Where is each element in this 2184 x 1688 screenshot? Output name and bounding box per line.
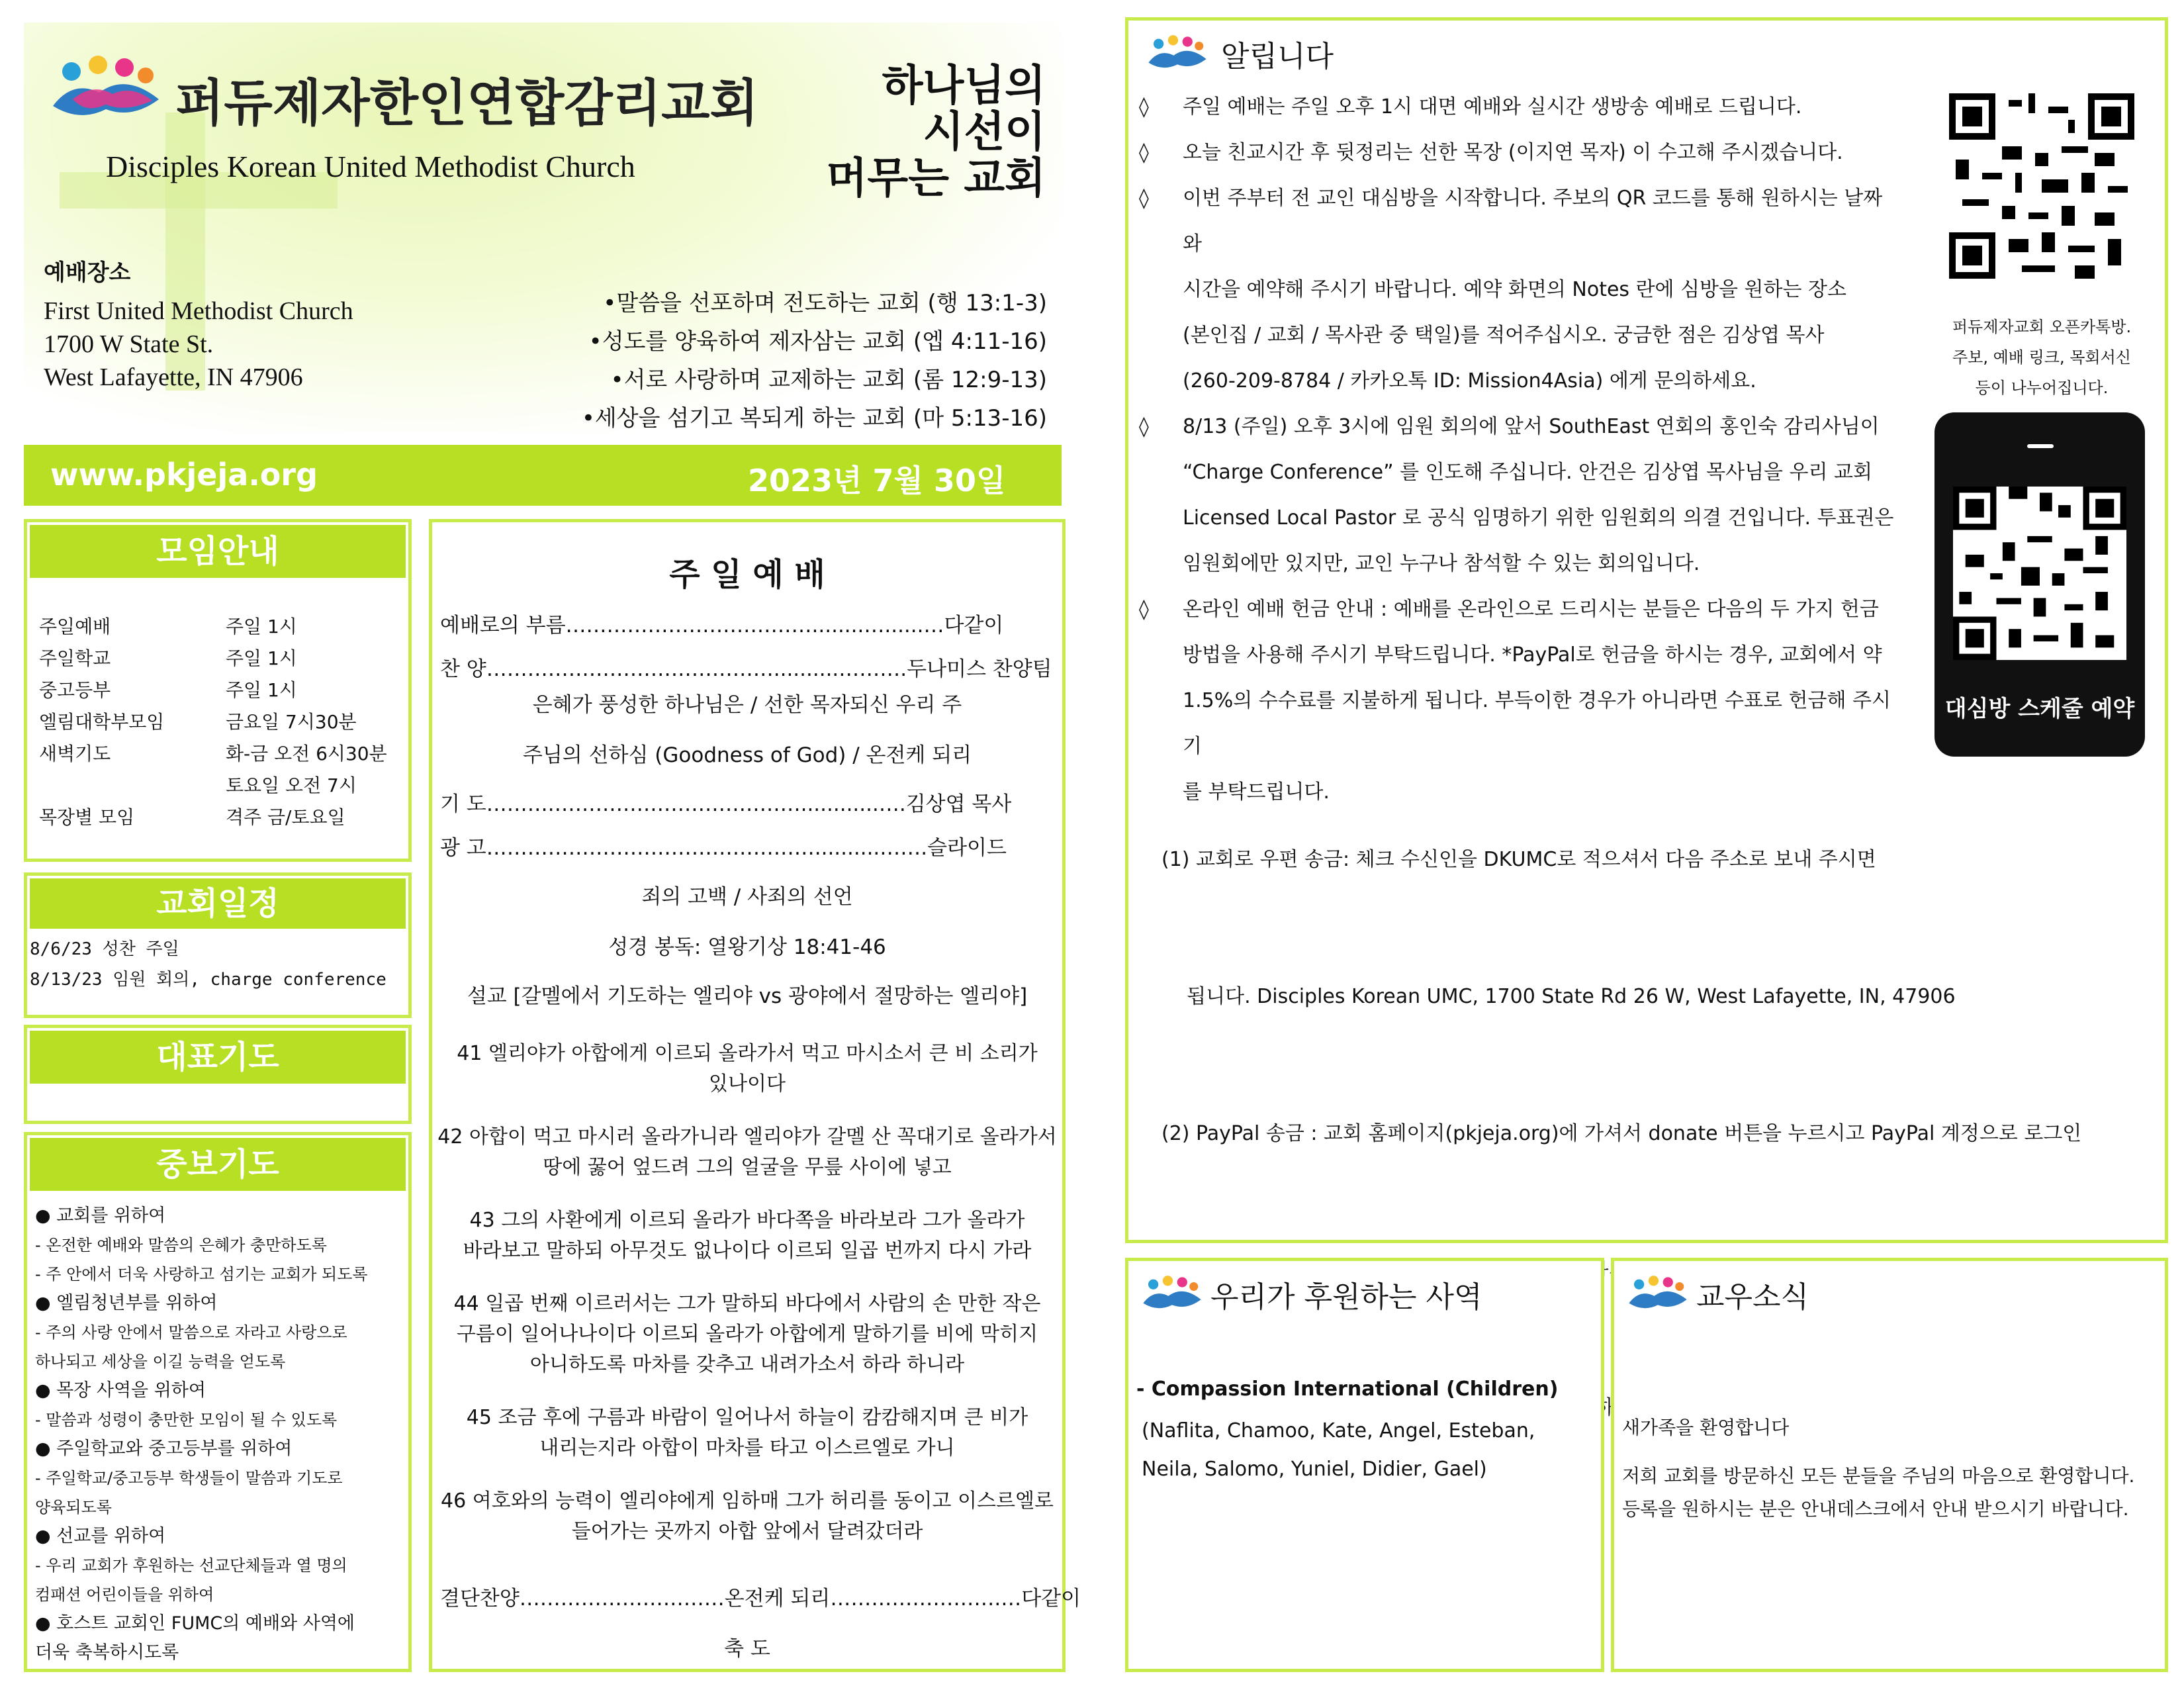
meeting-time: 토요일 오전 7시	[226, 774, 357, 796]
scripture-verses	[432, 1039, 1062, 1547]
news-title: 교우소식	[1696, 1280, 1809, 1314]
intercession-item: 컴패션 어린이들을 위하여	[35, 1585, 214, 1604]
intercession-item: 더욱 축복하시도록	[35, 1642, 179, 1663]
service-benediction: 축 도	[724, 1637, 770, 1661]
worship-place-line: 1700 W State St.	[44, 330, 214, 358]
announcement-item: ◊ 주일 예배는 주일 오후 1시 대면 예배와 실시간 생방송 예배로 드립니다.	[1139, 95, 1802, 118]
intercession-title: 중보기도	[30, 1138, 406, 1191]
service-confession: 죄의 고백 / 사죄의 선언	[641, 885, 853, 909]
intercession-box	[24, 1132, 412, 1672]
slogan-line: 시선이	[923, 108, 1046, 157]
intercession-item: ● 목장 사역을 위하여	[35, 1380, 206, 1401]
service-call: 예배로의 부름………………………………........…......…다같이	[440, 614, 1004, 637]
service-announcement: 광 고…………………………………………..........…….슬라이드	[440, 836, 1007, 860]
support-children: (Naflita, Chamoo, Kate, Angel, Esteban, Neila, Salomo, Yuniel, Didier, Gael)	[1142, 1419, 1535, 1481]
church-logo-icon	[46, 53, 165, 126]
meeting-name: 주일예배	[39, 616, 111, 637]
hymn-songs: 은혜가 풍성한 하나님은 / 선한 목자되신 우리 주	[532, 693, 962, 717]
news-box	[1611, 1258, 2168, 1672]
verse: 43 그의 사환에게 이르되 올라가 바다쪽을 바라보라 그가 올라가 바라보고 말하되 아무것도 없나이다 이르되 일곱 번까지 다시 가라	[463, 1209, 1032, 1262]
meeting-name: 중고등부	[39, 679, 111, 701]
church-slogan	[814, 63, 1046, 202]
meeting-name: 주일학교	[39, 647, 111, 669]
intercession-item: 하나되고 세상을 이길 능력을 얻도록	[35, 1352, 286, 1371]
support-logo-icon	[1139, 1274, 1205, 1314]
service-box	[429, 519, 1081, 1672]
announcement-item: ◊ 8/13 (주일) 오후 3시에 임원 회의에 앞서 SouthEast 연회의 홍인숙 감리사님이 “Charge Conference” 를 인도해 주십니다. 안건은 김상엽 목사님을 우리 교회 Licensed Local Pastor 로 공식 임명하기 위한 임원회의 의결 건입니다. 투표권은 임원회에만 있지만, 교인 누구나 참석할 수 있는 회의입니다.	[1139, 415, 1894, 575]
schedule-item: 8/6/23 성찬 주일	[30, 939, 179, 959]
announcement-item: ◊ 온라인 예배 헌금 안내 : 예배를 온라인으로 드리시는 분들은 다음의 두 가지 헌금 방법을 사용해 주시기 부탁드립니다. *PayPal로 헌금을 하시는 경우, 교회에서 약 1.5%의 수수료를 지불하게 됩니다. 부득이한 경우가 아니라면 수표로 헌금해 주시기 를 부탁드립니다.	[1139, 598, 1891, 804]
worship-place-label: 예배장소	[44, 259, 131, 286]
meeting-name: 목장별 모임	[39, 806, 135, 828]
meetings-box	[24, 519, 412, 862]
rep-prayer-box	[24, 1025, 412, 1124]
mission-statement: •서로 사랑하며 교제하는 교회 (롬 12:9-13)	[610, 367, 1047, 393]
meeting-time: 주일 1시	[226, 679, 297, 701]
intercession-item: ● 호스트 교회인 FUMC의 예배와 사역에	[35, 1613, 355, 1634]
intercession-item: - 말씀과 성령이 충만한 모임이 될 수 있도록	[35, 1411, 338, 1429]
meeting-time: 금요일 7시30분	[226, 711, 357, 733]
intercession-item: ● 주일학교와 중고등부를 위하여	[35, 1438, 293, 1459]
meeting-name: 새벽기도	[39, 743, 111, 765]
verse: 46 여호와의 능력이 엘리야에게 임하매 그가 허리를 동이고 이스르엘로 들어가는 곳까지 아합 앞에서 달려갔더라	[441, 1489, 1054, 1543]
offering-method-line: 됩니다. Disciples Korean UMC, 1700 State Rd 26 W, West Lafayette, IN, 47906	[1161, 985, 1956, 1008]
service-closing-hymn: 결단찬양…………………………온전케 되리…………………….…다같이	[440, 1587, 1081, 1611]
verse: 45 조금 후에 구름과 바람이 일어나서 하늘이 캄캄해지며 큰 비가 내리는지라 아합이 마차를 타고 이스르엘로 가니	[466, 1406, 1028, 1460]
meeting-time: 주일 1시	[226, 647, 297, 669]
worship-place-line: West Lafayette, IN 47906	[44, 363, 303, 391]
offering-method-line: (2) PayPal 송금 : 교회 홈페이지(pkjeja.org)에 가셔서 donate 버튼을 누르시고 PayPal 계정으로 로그인	[1161, 1122, 2082, 1145]
church-name-korean: 퍼듀제자한인연합감리교회	[175, 73, 758, 132]
visitation-booking-label[interactable]: 대심방 스케줄 예약	[1944, 696, 2135, 722]
service-title: 주 일 예 배	[669, 556, 825, 593]
mission-statement: •성도를 양육하여 제자삼는 교회 (엡 4:11-16)	[588, 328, 1047, 355]
website-link[interactable]: www.pkjeja.org	[50, 457, 318, 492]
offering-method-line: (1) 교회로 우편 송금: 체크 수신인을 DKUMC로 적으셔서 다음 주소로 보내 주시면	[1161, 848, 1876, 871]
announcement-list	[1139, 84, 1900, 815]
intercession-item: - 온전한 예배와 말씀의 은혜가 충만하도록	[35, 1236, 327, 1254]
meeting-time: 격주 금/토요일	[226, 806, 345, 828]
intercession-item: - 주의 사랑 안에서 말씀으로 자라고 사랑으로	[35, 1323, 347, 1342]
announcement-item: ◊ 오늘 친교시간 후 뒷정리는 선한 목장 (이지연 목자) 이 수고해 주시겠습니다.	[1139, 141, 1843, 164]
meetings-title: 모임안내	[30, 525, 406, 578]
intercession-item: ● 선교를 위하여	[35, 1526, 166, 1546]
schedule-box	[24, 872, 412, 1018]
worship-place-line: First United Methodist Church	[44, 297, 353, 325]
news-body: 저희 교회를 방문하신 모든 분들을 주님의 마음으로 환영합니다. 등록을 원하시는 분은 안내데스크에서 안내 받으시기 바랍니다.	[1622, 1465, 2135, 1520]
slogan-line: 하나님의	[882, 62, 1046, 111]
slogan-line: 머무는 교회	[826, 154, 1046, 203]
meeting-name: 엘림대학부모임	[39, 711, 165, 733]
church-name-english: Disciples Korean United Methodist Church	[106, 150, 635, 183]
announcement-item: ◊ 이번 주부터 전 교인 대심방을 시작합니다. 주보의 QR 코드를 통해 원하시는 날짜와 시간을 예약해 주시기 바랍니다. 예약 화면의 Notes 란에 심방을 원하는 장소 (본인집 / 교회 / 목사관 중 택일)를 적어주십시오. 궁금한 점은 김상엽 목사 (260-209-8784 / 카카오톡 ID: Mission4Asia) 에게 문의하세요.	[1139, 187, 1883, 393]
schedule-title: 교회일정	[30, 878, 406, 929]
support-title: 우리가 후원하는 사역	[1210, 1280, 1482, 1314]
bulletin-date: 2023년 7월 30일	[748, 463, 1006, 498]
support-box	[1125, 1258, 1604, 1672]
intercession-item: - 주 안에서 더욱 사랑하고 섬기는 교회가 되도록	[35, 1265, 368, 1284]
qr-caption: 퍼듀제자교회 오픈카톡방. 주보, 예배 링크, 목회서신 등이 나누어집니다.	[1952, 318, 2132, 397]
intercession-item: - 우리 교회가 후원하는 선교단체들과 열 명의	[35, 1556, 347, 1575]
news-logo-icon	[1625, 1274, 1691, 1314]
meeting-time: 화-금 오전 6시30분	[226, 743, 387, 765]
intercession-item: ● 교회를 위하여	[35, 1205, 166, 1226]
announcements-logo-icon	[1144, 34, 1210, 73]
visitation-booking-phone[interactable]	[1934, 412, 2145, 757]
rep-prayer-title: 대표기도	[30, 1031, 406, 1084]
visitation-qr-icon[interactable]	[1953, 487, 2126, 660]
service-prayer: 기 도……….………………………………............….김상엽 목사	[440, 792, 1012, 816]
service-hymn: 찬 양……………………………………..........……….두나미스 찬양팀	[440, 657, 1052, 681]
meeting-time: 주일 1시	[226, 616, 297, 637]
verse: 41 엘리야가 아합에게 이르되 올라가서 먹고 마시소서 큰 비 소리가 있나이다	[457, 1042, 1038, 1096]
service-sermon: 설교 [갈멜에서 기도하는 엘리야 vs 광야에서 절망하는 엘리야]	[467, 984, 1028, 1008]
intercession-item: ● 엘림청년부를 위하여	[35, 1293, 218, 1313]
support-heading: - Compassion International (Children)	[1136, 1378, 1559, 1401]
intercession-item: 양육되도록	[35, 1498, 112, 1517]
intercession-list	[35, 1201, 368, 1667]
phone-speaker-icon	[2027, 444, 2054, 448]
service-reading: 성경 봉독: 열왕기상 18:41-46	[608, 935, 886, 959]
kakao-openchat-qr-icon[interactable]	[1949, 93, 2134, 279]
mission-statement: •말씀을 선포하며 전도하는 교회 (행 13:1-3)	[603, 290, 1047, 316]
intercession-item: - 주일학교/중고등부 학생들이 말씀과 기도로	[35, 1469, 343, 1487]
verse: 44 일곱 번째 이르러서는 그가 말하되 바다에서 사람의 손 만한 작은 구름이 일어나나이다 이르되 올라가 아합에게 말하기를 비에 막히지 아니하도록 마차를 갖추고 내려가소서 하라 하니라	[453, 1292, 1041, 1376]
schedule-item: 8/13/23 임원 회의, charge conference	[30, 970, 387, 990]
offering-method-line: 검색하셔서	[1556, 1396, 1653, 1419]
verse: 42 아합이 먹고 마시러 올라가니라 엘리야가 갈멜 산 꼭대기로 올라가서 땅에 꿇어 엎드려 그의 얼굴을 무릎 사이에 넣고	[437, 1125, 1057, 1179]
mission-statement: •세상을 섬기고 복되게 하는 교회 (마 5:13-16)	[581, 405, 1047, 432]
news-welcome: 새가족을 환영합니다	[1622, 1417, 1790, 1438]
announcements-title: 알립니다	[1221, 40, 1334, 73]
hymn-songs: 주님의 선하심 (Goodness of God) / 온전케 되리	[522, 743, 972, 767]
